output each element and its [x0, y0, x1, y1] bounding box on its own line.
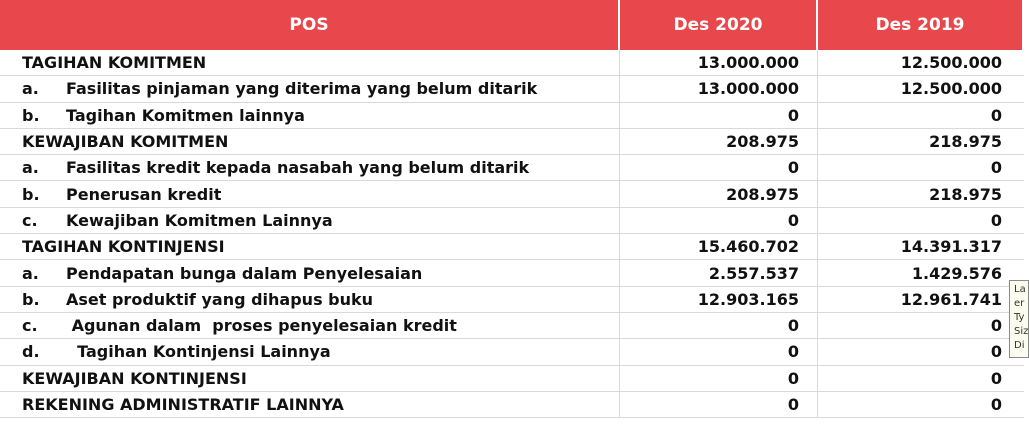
table-row [0, 181, 1024, 207]
tooltip-line: Ty [1014, 312, 1025, 323]
row-prefix: c. [22, 210, 38, 230]
row-prefix: d. [22, 342, 40, 362]
value-des-2020: 13.000.000 [620, 76, 818, 101]
tooltip-line: Di [1014, 340, 1025, 351]
row-label-cell [0, 339, 620, 364]
value-des-2019: 1.429.576 [911, 263, 1002, 283]
value-des-2020: 12.903.165 [620, 287, 818, 312]
row-label: Pendapatan bunga dalam Penyelesaian [66, 263, 423, 283]
table-row [0, 234, 1024, 260]
row-label-cell [0, 76, 620, 101]
row-label-cell [0, 313, 620, 338]
value-des-2019: 0 [990, 210, 1002, 230]
value-des-2019: 0 [990, 342, 1002, 362]
row-prefix: b. [22, 105, 40, 125]
row-label: Tagihan Kontinjensi Lainnya [66, 342, 331, 362]
table-row [0, 76, 1024, 102]
row-label-cell [0, 260, 620, 285]
row-label: Fasilitas pinjaman yang diterima yang belum ditarik [66, 79, 538, 99]
value-des-2020: 15.460.702 [620, 234, 818, 259]
table-row [0, 155, 1024, 181]
row-prefix: b. [22, 289, 40, 309]
row-label-cell [0, 129, 620, 154]
value-des-2020: 2.557.537 [620, 260, 818, 285]
tooltip-line: La [1014, 284, 1026, 295]
row-prefix: a. [22, 79, 39, 99]
value-des-2019: 14.391.317 [900, 237, 1002, 257]
value-des-2020: 0 [620, 103, 818, 128]
row-label: KEWAJIBAN KOMITMEN [22, 132, 229, 152]
row-label: Kewajiban Komitmen Lainnya [66, 210, 333, 230]
row-label-cell [0, 50, 620, 75]
value-des-2019: 0 [990, 105, 1002, 125]
table-row [0, 313, 1024, 339]
row-label: TAGIHAN KOMITMEN [22, 53, 207, 73]
value-des-2020: 0 [620, 339, 818, 364]
table-body [0, 50, 1024, 418]
row-label-cell [0, 181, 620, 206]
row-prefix: b. [22, 184, 40, 204]
row-label: KEWAJIBAN KONTINJENSI [22, 368, 247, 388]
table-row [0, 260, 1024, 286]
row-label: Penerusan kredit [66, 184, 222, 204]
value-des-2019: 12.500.000 [900, 79, 1002, 99]
table-header [0, 0, 1024, 50]
table-row [0, 287, 1024, 313]
header-pos: POS [0, 0, 620, 50]
table-row [0, 208, 1024, 234]
row-label-cell [0, 103, 620, 128]
row-label-cell [0, 155, 620, 180]
row-label-cell [0, 208, 620, 233]
value-des-2019: 0 [990, 395, 1002, 414]
value-des-2020: 0 [620, 313, 818, 338]
value-des-2019: 218.975 [929, 132, 1002, 152]
value-des-2020: 208.975 [620, 181, 818, 206]
table-row [0, 50, 1024, 76]
value-des-2019: 12.961.741 [900, 289, 1002, 309]
value-des-2020: 0 [620, 392, 818, 417]
value-des-2020: 0 [620, 208, 818, 233]
header-des-2020: Des 2020 [620, 0, 818, 50]
row-label-cell [0, 234, 620, 259]
value-des-2019: 218.975 [929, 184, 1002, 204]
row-label: Fasilitas kredit kepada nasabah yang belum ditarik [66, 158, 530, 178]
row-label-cell [0, 366, 620, 391]
row-label: Tagihan Komitmen lainnya [66, 105, 305, 125]
value-des-2020: 13.000.000 [620, 50, 818, 75]
header-des-2019: Des 2019 [818, 0, 1024, 50]
value-des-2019: 12.500.000 [900, 53, 1002, 73]
value-des-2020: 0 [620, 366, 818, 391]
row-prefix: a. [22, 158, 39, 178]
row-prefix: a. [22, 263, 39, 283]
table-row [0, 392, 1024, 418]
row-prefix: c. [22, 316, 38, 336]
row-label: TAGIHAN KONTINJENSI [22, 237, 225, 257]
value-des-2019: 0 [990, 158, 1002, 178]
table-row [0, 129, 1024, 155]
value-des-2020: 208.975 [620, 129, 818, 154]
tooltip-popup [1009, 280, 1029, 358]
row-label-cell [0, 287, 620, 312]
table-row [0, 366, 1024, 392]
row-label: Agunan dalam proses penyelesaian kredit [66, 316, 457, 336]
value-des-2019: 0 [990, 368, 1002, 388]
row-label: REKENING ADMINISTRATIF LAINNYA [22, 395, 344, 414]
tooltip-line: er [1014, 298, 1025, 309]
value-des-2019: 0 [990, 316, 1002, 336]
row-label: Aset produktif yang dihapus buku [66, 289, 374, 309]
value-des-2020: 0 [620, 155, 818, 180]
row-label-cell [0, 392, 620, 417]
table-row [0, 339, 1024, 365]
tooltip-line: Siz [1014, 326, 1029, 337]
table-row [0, 103, 1024, 129]
